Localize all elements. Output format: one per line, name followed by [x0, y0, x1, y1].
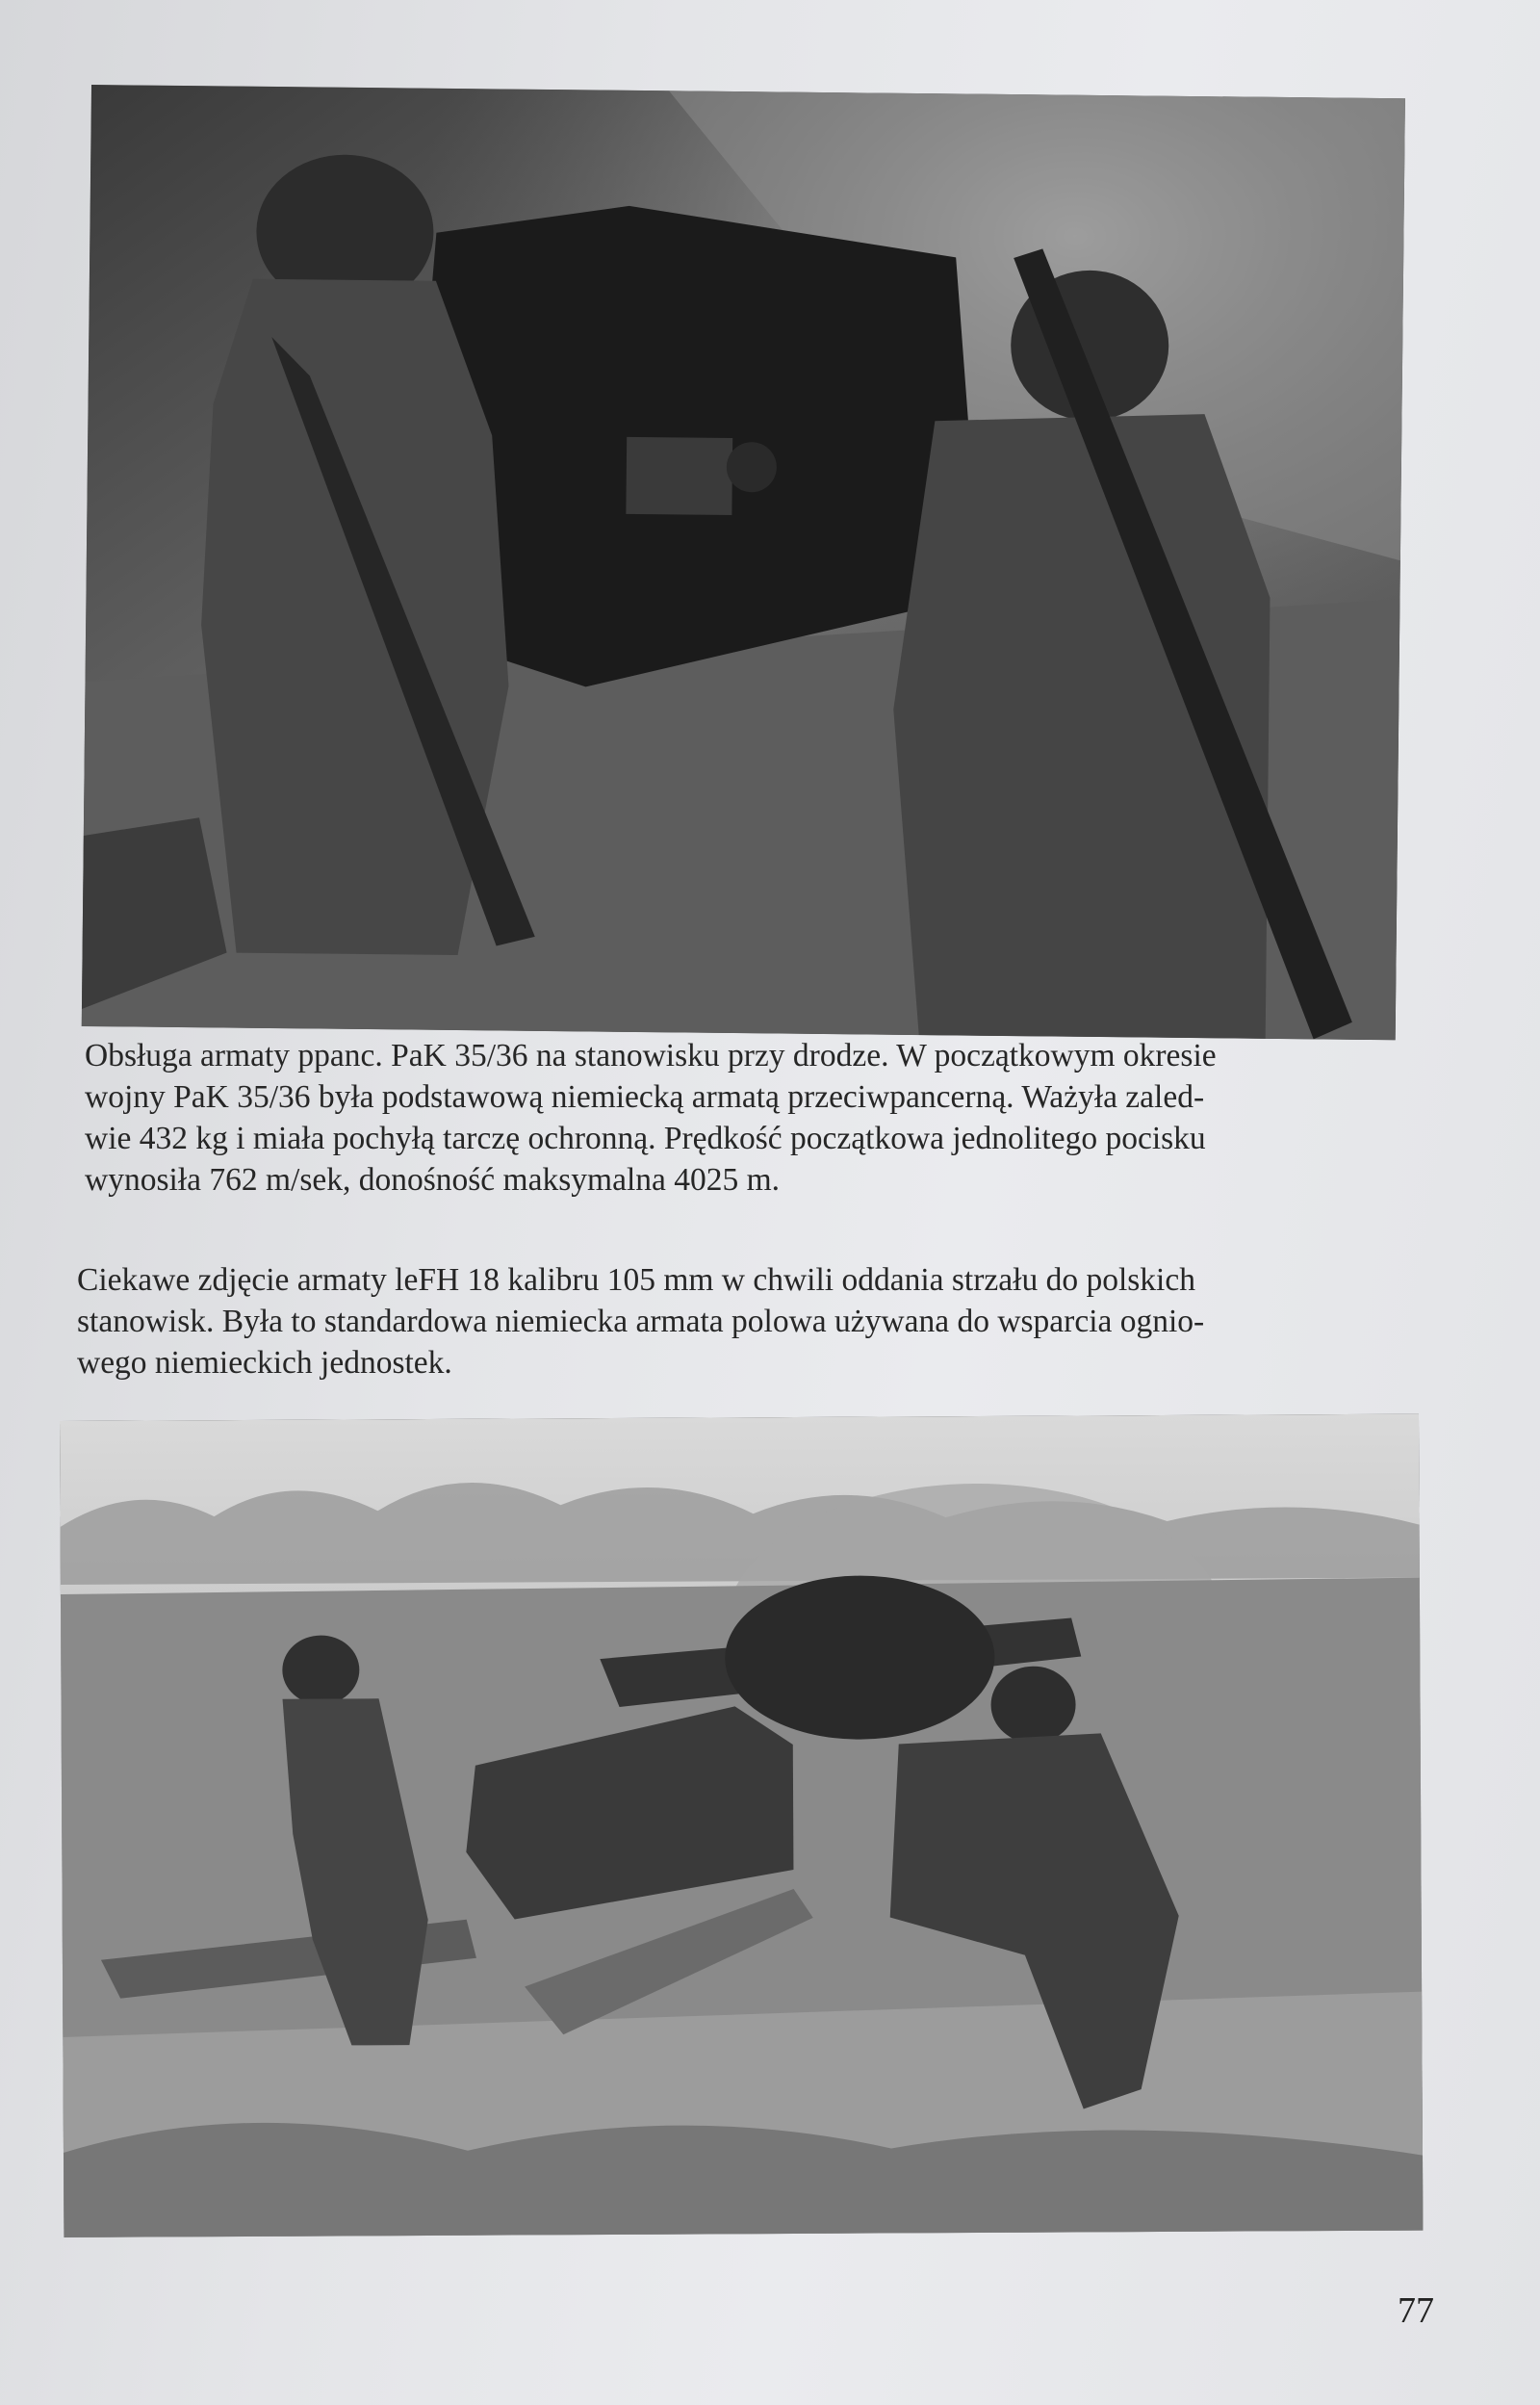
photo-lefh-18-firing [60, 1414, 1423, 2237]
caption-pak-35-36 [85, 1035, 1413, 1201]
page-number: 77 [1398, 2290, 1434, 2331]
caption-line: Ciekawe zdjęcie armaty leFH 18 kalibru 105 mm w chwili oddania strzału do polskich [77, 1262, 1195, 1298]
photo-pak-35-36-crew [82, 85, 1405, 1040]
photo-lefh-18-image [60, 1414, 1423, 2237]
caption-line: Obsługa armaty ppanc. PaK 35/36 na stanowisku przy drodze. W początkowym okresie [85, 1038, 1217, 1073]
caption-lefh-18 [77, 1259, 1415, 1384]
caption-line: wego niemieckich jednostek. [77, 1345, 452, 1381]
caption-line: wie 432 kg i miała pochyłą tarczę ochronną. Prędkość początkowa jednolitego pocisku [85, 1121, 1206, 1156]
caption-line: wynosiła 762 m/sek, donośność maksymalna 4025 m. [85, 1162, 781, 1198]
photo-pak-35-36-image [82, 85, 1405, 1040]
caption-line: stanowisk. Była to standardowa niemiecka armata polowa używana do wsparcia ognio- [77, 1304, 1205, 1339]
caption-line: wojny PaK 35/36 była podstawową niemiecką armatą przeciwpancerną. Ważyła zaled- [85, 1079, 1205, 1115]
